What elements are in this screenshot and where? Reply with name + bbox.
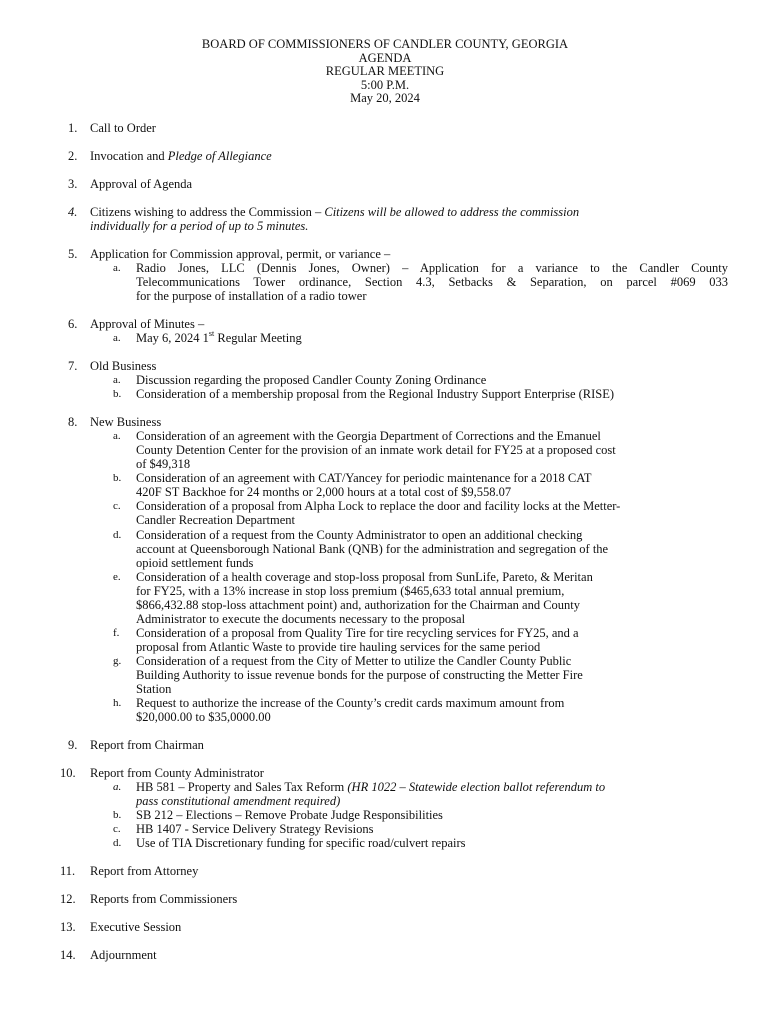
sub-item-letter: d. — [113, 529, 122, 541]
item-text: Report from County Administrator — [90, 766, 264, 780]
sub-item-letter: c. — [113, 823, 121, 835]
item-number: 1. — [68, 121, 78, 135]
item-text: Report from Attorney — [90, 864, 199, 878]
sub-item-text: HB 581 – Property and Sales Tax Reform (HR 1022 – Statewide election ballot referendum to pass constitutional amendment required) — [136, 780, 606, 808]
item-number: 3. — [68, 177, 78, 191]
item-number: 14. — [60, 948, 76, 962]
item-text-italic-cont: individually for a period of up to 5 minutes. — [90, 219, 309, 233]
sub-item-letter: d. — [113, 837, 122, 849]
sub-item-letter: f. — [113, 627, 120, 639]
item-number: 9. — [68, 738, 78, 752]
item-number: 5. — [68, 247, 78, 261]
item-text: Executive Session — [90, 920, 182, 934]
item-number: 13. — [60, 920, 76, 934]
item-text-italic: Citizens will be allowed to address the commission — [324, 205, 580, 219]
sub-item-letter: c. — [113, 500, 121, 512]
sub-item-letter: h. — [113, 697, 122, 709]
item-text: Adjournment — [90, 948, 157, 962]
sub-item-text: HB 1407 - Service Delivery Strategy Revisions — [136, 822, 374, 836]
sub-item-text: Discussion regarding the proposed Candler County Zoning Ordinance — [136, 373, 487, 387]
item-text: Approval of Minutes – — [90, 317, 205, 331]
sub-item-text: Consideration of a request from the County Administrator to open an additional checking account at Queensborough National Bank (QNB) for the administration and segregation of the opioid settlement funds — [136, 528, 609, 570]
item-number: 2. — [68, 149, 78, 163]
item-number: 4. — [68, 205, 78, 219]
sub-item-text: May 6, 2024 1st Regular Meeting — [136, 328, 302, 345]
item-text: Reports from Commissioners — [90, 892, 238, 906]
sub-item-text: Radio Jones, LLC (Dennis Jones, Owner) – Application for a variance to the Candler County Telecommunications Tower ordinance, Section 4.3, Setbacks & Separation, on parcel #069 033 for the purpose of installation of a radio tower — [136, 261, 728, 303]
sub-item-letter: a. — [113, 262, 121, 274]
item-text: Application for Commission approval, permit, or variance – — [90, 247, 391, 261]
meeting-type: REGULAR MEETING — [325, 64, 445, 79]
item-text: Call to Order — [90, 121, 156, 135]
item-text: New Business — [90, 415, 162, 429]
item-text: Invocation and Pledge of Allegiance — [90, 149, 272, 163]
sub-item-letter: a. — [113, 781, 122, 793]
sub-item-text: Consideration of a membership proposal from the Regional Industry Support Enterprise (RISE) — [136, 387, 615, 401]
sub-item-letter: a. — [113, 332, 121, 344]
sub-item-text: Request to authorize the increase of the County’s credit cards maximum amount from $20,000.00 to $35,0000.00 — [136, 696, 565, 724]
sub-item-text: Consideration of an agreement with CAT/Yancey for periodic maintenance for a 2018 CAT 420F ST Backhoe for 24 months or 2,000 hours at a total cost of $9,558.07 — [136, 471, 592, 499]
sub-item-text: Consideration of an agreement with the Georgia Department of Corrections and the Emanuel County Detention Center for the provision of an inmate work detail for FY25 at a proposed cost of $49,318 — [136, 429, 616, 471]
item-text: Report from Chairman — [90, 738, 204, 752]
sub-item-letter: b. — [113, 809, 122, 821]
item-text: Citizens wishing to address the Commission – Citizens will be allowed to address the commission individually for a period of up to 5 minutes. — [90, 205, 580, 233]
sub-item-text: Use of TIA Discretionary funding for specific road/culvert repairs — [136, 836, 466, 850]
board-title: BOARD OF COMMISSIONERS OF CANDLER COUNTY, GEORGIA — [201, 37, 569, 51]
item-text: Approval of Agenda — [90, 177, 193, 191]
item-text: Old Business — [90, 359, 157, 373]
item-number: 8. — [68, 415, 78, 429]
sub-item-text: Consideration of a proposal from Quality Tire for tire recycling services for FY25, and a proposal from Atlantic Waste to provide tire hauling services for the same period — [136, 626, 579, 654]
agenda-header — [0, 38, 770, 106]
item-number: 11. — [60, 864, 76, 878]
item-number: 10. — [60, 766, 76, 780]
item-number: 12. — [60, 892, 76, 906]
meeting-date: May 20, 2024 — [350, 91, 420, 106]
meeting-time: 5:00 P.M. — [360, 77, 410, 92]
sub-item-text: Consideration of a health coverage and stop-loss proposal from SunLife, Pareto, & Meritan for FY25, with a 13% increase in stop loss premium ($465,633 total annual premium, $866,432.88 stop-loss attachment point) and, authorization for the Chairman and County Administrator to execute the documents necessary to the proposal — [136, 570, 593, 626]
sub-item-text: Consideration of a request from the City of Metter to utilize the Candler County Public Building Authority to issue revenue bonds for the purpose of constructing the Metter Fire Station — [136, 654, 583, 696]
sub-item-letter: e. — [113, 571, 121, 583]
sub-item-letter: a. — [113, 374, 121, 386]
sub-item-letter: a. — [113, 430, 121, 442]
item-number: 6. — [68, 317, 78, 331]
sub-item-letter: g. — [113, 655, 122, 667]
document-title: AGENDA — [358, 50, 412, 65]
sub-item-text: Consideration of a proposal from Alpha Lock to replace the door and facility locks at the Metter- Candler Recreation Department — [136, 499, 621, 527]
sub-item-letter: b. — [113, 472, 122, 484]
item-text-italic: Pledge of Allegiance — [167, 149, 272, 163]
sub-item-text: SB 212 – Elections – Remove Probate Judge Responsibilities — [136, 808, 443, 822]
sub-item-letter: b. — [113, 388, 122, 400]
item-number: 7. — [68, 359, 78, 373]
